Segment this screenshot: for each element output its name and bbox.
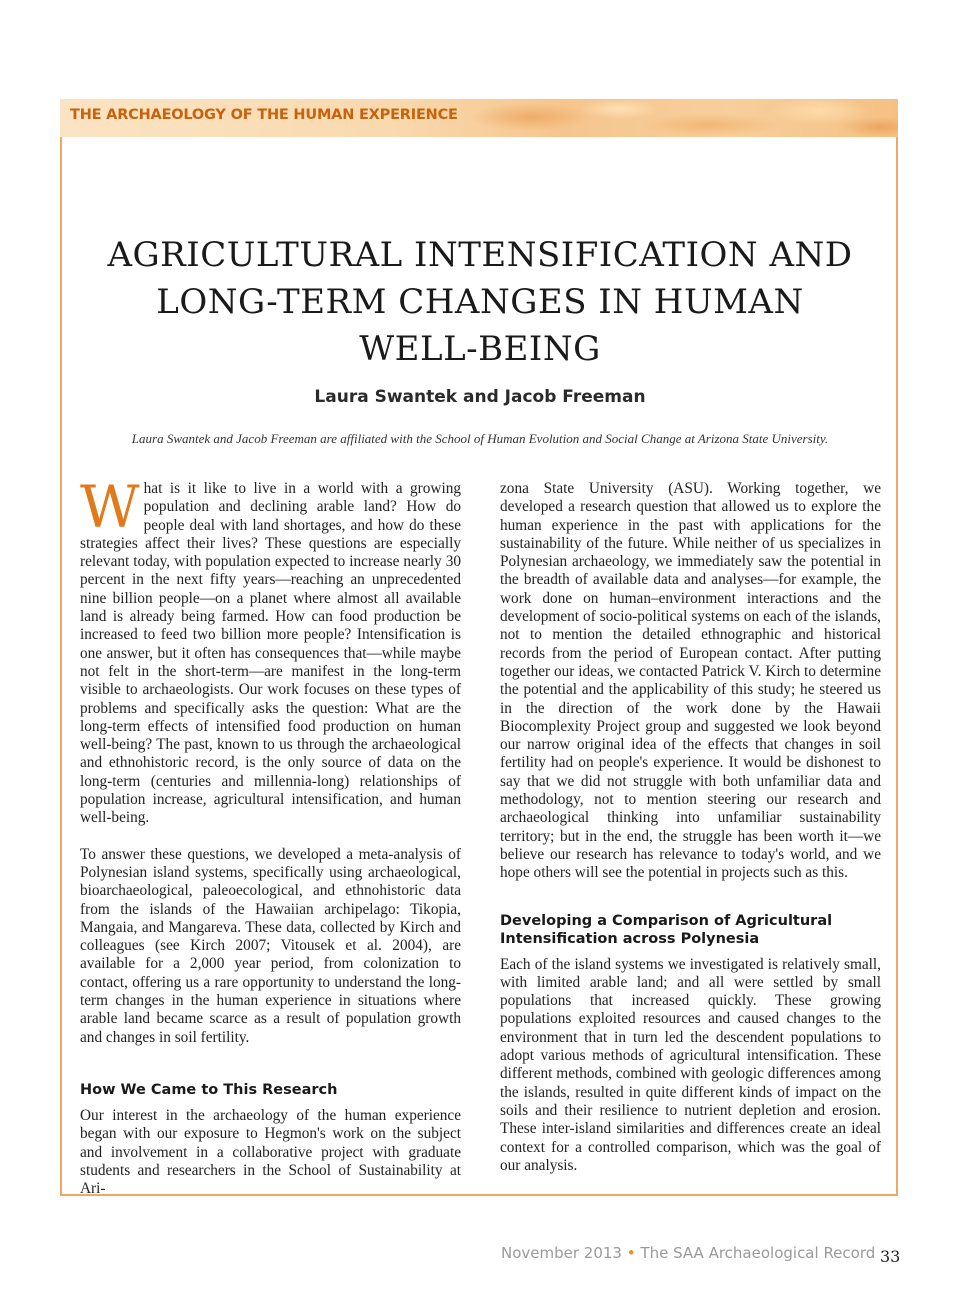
drop-cap: W	[80, 473, 140, 541]
page-footer	[501, 1244, 875, 1262]
section-banner	[60, 99, 898, 137]
title-line: AGRICULTURAL INTENSIFICATION AND	[107, 235, 853, 275]
body-paragraph: zona State University (ASU). Working together, we developed a research question that allowed us to explore the human experience in the past with applications for the sustainability of the future. While neither of us specializes in Polynesian archaeology, we immediately saw the potential in the breadth of available data and analyses—for example, the work done on human–environment interactions and the development of socio-political systems on each of the islands, not to mention the detailed ethnographic and historical records from the period of European contact. After putting together our ideas, we contacted Patrick V. Kirch to determine the potential and the applicability of this study; he steered us in the direction of the work done by the Hawaii Biocomplexity Project group and suggested we look beyond our narrow original idea of the effects that changes in soil fertility had on people's experience. It would be dishonest to say that we did not struggle with both unfamiliar data and methodology, not to mention steering our research and archaeological thinking into unfamiliar sustainability territory; but in the end, the struggle has been worth it—we believe our research has relevance to today's world, and we hope others will see the potential in projects such as this.	[500, 480, 881, 882]
author-affiliation: Laura Swantek and Jacob Freeman are affiliated with the School of Human Evolution and Social Change at Arizona State University.	[131, 431, 829, 446]
body-paragraph: Each of the island systems we investigated is relatively small, with limited arable land; and all were settled by small populations that increased quickly. These growing populations exploited resources and caused changes to the environment that in turn led the descendent populations to adopt various methods of agricultural intensification. These different methods, combined with geologic differences among the islands, resulted in quite different kinds of impact on the soils and their resilience to nutrient depletion and erosion. These inter-island similarities and differences create an ideal context for a controlled comparison, which was the goal of our analysis.	[500, 955, 881, 1174]
article-title	[90, 232, 870, 373]
title-line: WELL-BEING	[359, 329, 601, 369]
intro-paragraph-text: hat is it like to live in a world with a growing population and declining arable land? How do people deal with land shortages, and how do these strategies affect their lives? These questions are especially relevant today, with population expected to increase nearly 30 percent in the next fifty years—reaching an unprecedented nine billion people—on a planet where almost all available land is already being farmed. How can food production be increased to feed two billion more people? Intensification is one answer, but it often has consequences that—while maybe not felt in the short-term—are manifest in the long-term visible to archaeologists. Our work focuses on these types of problems and specifically asks the question: What are the long-term effects of intensified food production on human well-being? The past, known to us through the archaeological and ethnohistoric record, is the only source of data on the long-term (centuries and millennia-long) relationships of population increase, agricultural intensification, and human well-being.	[80, 480, 461, 827]
intro-paragraph	[80, 473, 461, 828]
title-line: LONG-TERM CHANGES IN HUMAN	[156, 282, 804, 322]
body-paragraph: Our interest in the archaeology of the human experience began with our exposure to Hegmon's work on the subject and involvement in a collaborative project with graduate students and researchers in the School of Sustainability at Ari-	[80, 1106, 461, 1198]
right-column	[500, 480, 881, 1175]
article-authors: Laura Swantek and Jacob Freeman	[314, 387, 646, 407]
footer-publication: The SAA Archaeological Record	[640, 1244, 876, 1262]
section-banner-label: THE ARCHAEOLOGY OF THE HUMAN EXPERIENCE	[70, 107, 458, 123]
section-heading: How We Came to This Research	[80, 1081, 338, 1098]
footer-date: November 2013	[501, 1244, 622, 1262]
section-heading: Developing a Comparison of Agricultural Intensification across Polynesia	[500, 912, 833, 947]
page-number: 33	[880, 1247, 901, 1266]
footer-separator: •	[626, 1244, 636, 1262]
body-paragraph: To answer these questions, we developed a meta-analysis of Polynesian island systems, specifically using archaeological, bioarchaeological, paleoecological, and ethnohistoric data from the islands of the Hawaiian archipelago: Tikopia, Mangaia, and Mangareva. These data, collected by Kirch and colleagues (see Kirch 2007; Vitousek et al. 2004), are available for a 2,000 year period, from colonization to contact, offering us a rare opportunity to understand the long-term changes in the human experience in situations where arable land became scarce as a result of population growth and changes in soil fertility.	[80, 845, 461, 1046]
left-column	[80, 473, 461, 1198]
